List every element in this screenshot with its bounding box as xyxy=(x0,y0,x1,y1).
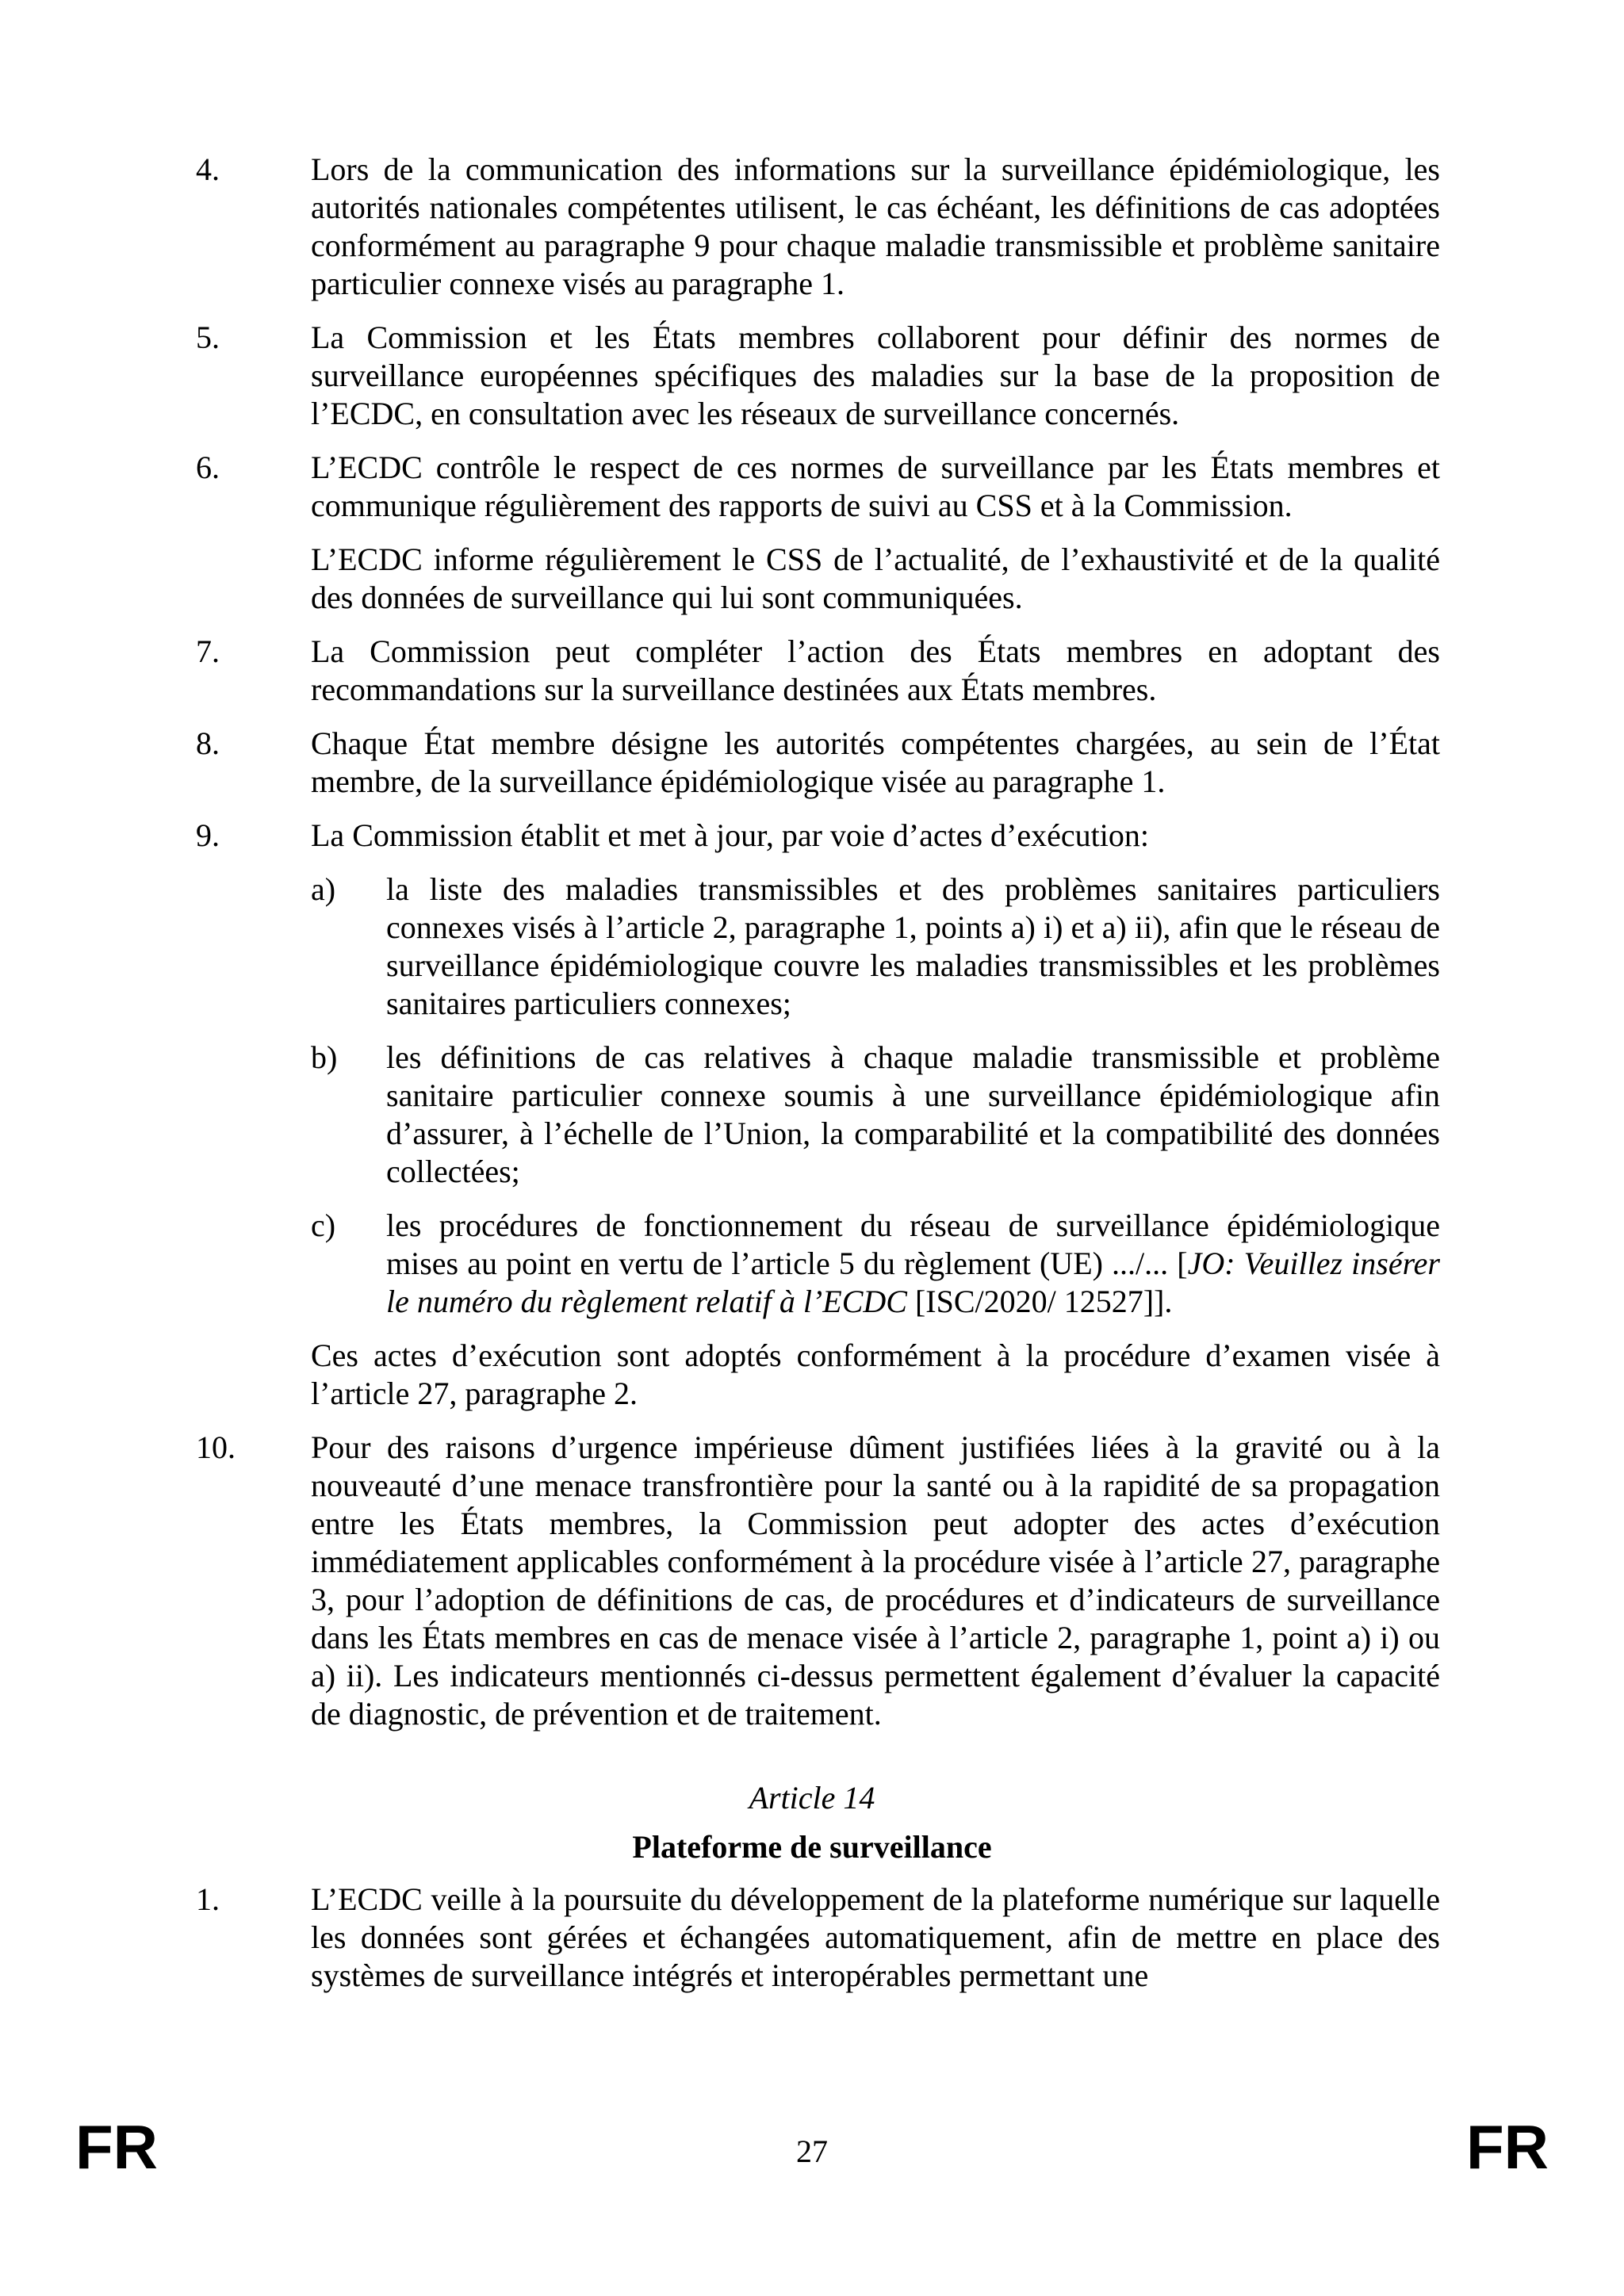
sub-item-text xyxy=(386,1207,1440,1319)
sub-item-a xyxy=(311,871,1440,1023)
article-title: Plateforme de surveillance xyxy=(632,1829,992,1865)
paragraph-text: La Commission peut compléter l’action des États membres en adoptant des recommandations sur la surveillance destinées aux États membres. xyxy=(311,633,1440,707)
sub-item-text-before: les procédures de fonctionnement du réseau de surveillance épidémiologique mises au point en vertu de l’article 5 du règlement (UE) .../... [ xyxy=(386,1207,1440,1281)
sub-item-text-after: [ISC/2020/ 12527]]. xyxy=(906,1284,1173,1319)
paragraph-number: 10. xyxy=(196,1429,236,1465)
paragraph-number: 7. xyxy=(196,633,220,669)
paragraph-4 xyxy=(196,151,1440,303)
paragraph-text: La Commission et les États membres collaborent pour définir des normes de surveillance européennes spécifiques des maladies sur la base de la proposition de l’ECDC, en consultation avec les réseaux de surveillance concernés. xyxy=(311,320,1440,431)
sub-item-letter: a) xyxy=(311,871,336,907)
paragraph-9 xyxy=(196,817,1440,1413)
paragraph-closing-text: Ces actes d’exécution sont adoptés conformément à la procédure d’examen visée à l’article 27, paragraphe 2. xyxy=(311,1337,1440,1411)
paragraph-number: 5. xyxy=(196,320,220,355)
paragraph-number: 8. xyxy=(196,725,220,761)
article-paragraph-1 xyxy=(196,1881,1440,1995)
paragraph-number: 9. xyxy=(196,817,220,853)
sub-item-c xyxy=(311,1207,1440,1321)
paragraph-number: 1. xyxy=(196,1881,220,1917)
paragraph-number: 4. xyxy=(196,151,220,187)
paragraph-text: Pour des raisons d’urgence impérieuse dûment justifiées liées à la gravité ou à la nouveauté d’une menace transfrontière pour la santé ou à la rapidité de sa propagation entre les États membres, la Commission peut adopter des actes d’exécution immédiatement applicables conformément à la procédure visée à l’article 27, paragraphe 3, pour l’adoption de définitions de cas, de procédures et d’indicateurs de surveillance dans les États membres en cas de menace visée à l’article 2, paragraphe 1, point a) i) ou a) ii). Les indicateurs mentionnés ci-dessus permettent également d’évaluer la capacité de diagnostic, de prévention et de traitement. xyxy=(311,1429,1440,1732)
paragraph-text: L’ECDC veille à la poursuite du développement de la plateforme numérique sur laquelle les données sont gérées et échangées automatiquement, afin de mettre en place des systèmes de surveillance intégrés et interopérables permettant une xyxy=(311,1881,1440,1993)
document-body xyxy=(0,151,1624,2011)
footer-language-left: FR xyxy=(75,2112,158,2182)
sub-list xyxy=(311,871,1440,1321)
sub-item-letter: c) xyxy=(311,1207,336,1243)
paragraph-10 xyxy=(196,1429,1440,1733)
paragraph-text: Lors de la communication des informations sur la surveillance épidémiologique, les autorités nationales compétentes utilisent, le cas échéant, les définitions de cas adoptées conformément au paragraphe 9 pour chaque maladie transmissible et problème sanitaire particulier connexe visés au paragraphe 1. xyxy=(311,151,1440,301)
paragraph-7 xyxy=(196,633,1440,709)
page-number: 27 xyxy=(796,2133,828,2169)
sub-item-b xyxy=(311,1039,1440,1191)
paragraph-number: 6. xyxy=(196,450,220,485)
footer-language-right: FR xyxy=(1466,2112,1549,2182)
sub-item-text: les définitions de cas relatives à chaque maladie transmissible et problème sanitaire particulier connexe soumis à une surveillance épidémiologique afin d’assurer, à l’échelle de l’Union, la comparabilité et la compatibilité des données collectées; xyxy=(386,1039,1440,1189)
sub-item-text: la liste des maladies transmissibles et des problèmes sanitaires particuliers connexes visés à l’article 2, paragraphe 1, points a) i) et a) ii), afin que le réseau de surveillance épidémiologique couvre les maladies transmissibles et les problèmes sanitaires particuliers connexes; xyxy=(386,871,1440,1021)
paragraph-text: La Commission établit et met à jour, par voie d’actes d’exécution: xyxy=(311,817,1149,853)
paragraph-text: L’ECDC contrôle le respect de ces normes de surveillance par les États membres et communique régulièrement des rapports de suivi au CSS et à la Commission. xyxy=(311,450,1440,523)
paragraph-text: Chaque État membre désigne les autorités compétentes chargées, au sein de l’État membre, de la surveillance épidémiologique visée au paragraphe 1. xyxy=(311,725,1440,799)
paragraph-5 xyxy=(196,319,1440,433)
editorial-note: JO: Veuillez insérer le numéro du règlement relatif à l’ECDC xyxy=(386,1246,1440,1319)
article-number: Article 14 xyxy=(749,1780,875,1816)
paragraph-text-continued: L’ECDC informe régulièrement le CSS de l’actualité, de l’exhaustivité et de la qualité des données de surveillance qui lui sont communiquées. xyxy=(311,541,1440,615)
sub-item-letter: b) xyxy=(311,1039,338,1075)
paragraph-6 xyxy=(196,449,1440,617)
paragraph-8 xyxy=(196,725,1440,801)
